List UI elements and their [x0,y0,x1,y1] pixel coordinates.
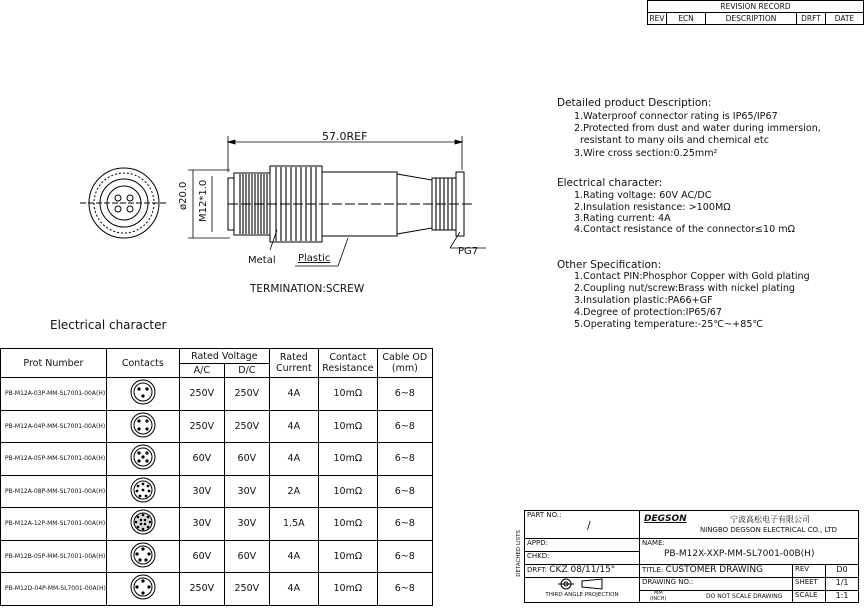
voltage-ac: 30V [179,475,224,508]
length-dim-label: 57.0REF [322,130,368,143]
other-spec-title: Other Specification: [557,259,662,271]
drawing-no-label: DRAWING NO.: [640,578,793,591]
col-part-number: Prot Number [1,349,107,378]
contact-resistance: 10mΩ [318,443,377,476]
chkd-label: CHKD: [525,552,640,565]
contact-pattern-icon [106,540,179,573]
rev-col-description: DESCRIPTION [706,13,797,25]
other-item: 1.Contact PIN:Phosphor Copper with Gold plating [574,271,810,282]
other-item: 5.Operating temperature:-25℃~+85℃ [574,319,764,330]
rated-current: 2A [269,475,318,508]
table-heading: Electrical character [50,318,167,332]
projection-symbol-icon [552,578,612,590]
col-cable-od: Cable OD (mm) [377,349,432,378]
table-row [1,378,433,411]
cable-od: 6~8 [377,540,432,573]
rated-current: 1.5A [269,508,318,541]
rated-current: 4A [269,540,318,573]
cable-od: 6~8 [377,443,432,476]
voltage-dc: 60V [224,540,269,573]
projection-label: THIRD ANGLE PROJECTION [545,592,619,598]
table-row [1,540,433,573]
voltage-ac: 60V [179,540,224,573]
title-value: CUSTOMER DRAWING [665,565,764,575]
product-item: resistant to many oils and chemical etc [580,135,769,146]
units-mm: MM [654,590,663,596]
col-contact-resistance: Contact Resistance [318,349,377,378]
other-item: 3.Insulation plastic:PA66+GF [574,295,713,306]
electrical-item: 1.Rating voltage: 60V AC/DC [574,190,712,201]
part-number: PB-M12A-12P-MM-SL7001-00A(H) [1,508,107,541]
contact-pattern-icon [106,443,179,476]
part-number: PB-M12A-03P-MM-SL7001-00A(H) [1,378,107,411]
termination-label: TERMINATION:SCREW [250,283,365,295]
voltage-dc: 30V [224,475,269,508]
cable-od: 6~8 [377,475,432,508]
metal-label: Metal [248,255,276,266]
voltage-dc: 30V [224,508,269,541]
product-desc-title: Detailed product Description: [557,97,712,109]
electrical-item: 4.Contact resistance of the connector≤10 mΩ [574,224,795,235]
diameter-label: ø20.0 [178,181,189,210]
appd-label: APPD: [525,539,640,552]
rev-col-date: DATE [826,13,864,25]
electrical-item: 2.Insulation resistance: >100MΩ [574,202,731,213]
side-view [228,166,472,242]
pg7-label: PG7 [458,246,479,257]
contact-pattern-icon [106,378,179,411]
scale-value: 1:1 [826,591,859,603]
contact-resistance: 10mΩ [318,508,377,541]
name-value: PB-M12X-XXP-MM-SL7001-00B(H) [664,549,815,559]
rated-current: 4A [269,573,318,606]
part-no-label: PART NO.: [527,511,562,519]
contact-resistance: 10mΩ [318,540,377,573]
contact-pattern-icon [106,410,179,443]
col-ac: A/C [179,364,224,378]
cable-od: 6~8 [377,378,432,411]
scale-label: SCALE [793,591,826,603]
table-row [1,443,433,476]
rated-current: 4A [269,410,318,443]
contact-resistance: 10mΩ [318,573,377,606]
other-item: 4.Degree of protection:IP65/67 [574,307,722,318]
name-label: NAME: [642,539,665,547]
col-dc: D/C [224,364,269,378]
part-number: PB-M12B-05P-MM-SL7001-00A(H) [1,540,107,573]
table-row [1,508,433,541]
voltage-ac: 250V [179,378,224,411]
product-item: 3.Wire cross section:0.25mm² [574,148,718,159]
sheet-label: SHEET [793,578,826,591]
voltage-ac: 250V [179,573,224,606]
cable-od: 6~8 [377,508,432,541]
rev-value: D0 [826,565,859,578]
contact-pattern-icon [106,475,179,508]
contact-resistance: 10mΩ [318,378,377,411]
part-number: PB-M12A-08P-MM-SL7001-00A(H) [1,475,107,508]
units-inch: (INCH) [650,596,667,602]
contact-resistance: 10mΩ [318,410,377,443]
title-label: TITLE: [642,566,664,574]
table-row [1,410,433,443]
other-item: 2.Coupling nut/screw:Brass with nickel plating [574,283,795,294]
part-number: PB-M12A-05P-MM-SL7001-00A(H) [1,443,107,476]
revision-title: REVISION RECORD [648,1,864,13]
electrical-table [0,348,433,606]
thread-label: M12*1.0 [198,179,209,222]
product-item: 2.Protected from dust and water during immersion, [574,123,821,134]
voltage-dc: 250V [224,573,269,606]
rev-col-ecn: ECN [667,13,706,25]
product-item: 1.Waterproof connector rating is IP65/IP67 [574,111,778,122]
voltage-ac: 60V [179,443,224,476]
cable-od: 6~8 [377,573,432,606]
drft-value: CKZ 08/11/15" [549,565,616,575]
rated-current: 4A [269,378,318,411]
drft-label: DRFT: [527,566,548,574]
front-view [80,168,168,238]
col-rated-voltage: Rated Voltage [179,349,269,364]
detached-lists-label: DETACHED LISTS [516,530,522,577]
company-en: NINGBO DEGSON ELECTRICAL CO., LTD [700,526,838,534]
electrical-title: Electrical character: [557,177,663,189]
voltage-dc: 250V [224,410,269,443]
company-cn: 宁波高松电子有限公司 [730,515,810,524]
no-scale-note: DO NOT SCALE DRAWING [706,593,783,600]
electrical-item: 3.Rating current: 4A [574,213,671,224]
contact-pattern-icon [106,508,179,541]
table-row [1,573,433,606]
part-number: PB-M12A-04P-MM-SL7001-00A(H) [1,410,107,443]
voltage-dc: 60V [224,443,269,476]
rated-current: 4A [269,443,318,476]
degson-logo: DEGSON [644,514,687,524]
plastic-label: Plastic [298,253,331,264]
voltage-ac: 30V [179,508,224,541]
voltage-dc: 250V [224,378,269,411]
rev-label: REV [793,565,826,578]
rev-col-drft: DRFT [797,13,826,25]
title-block [524,510,859,603]
col-contacts: Contacts [106,349,179,378]
connector-drawing [80,120,500,310]
col-rated-current: Rated Current [269,349,318,378]
cable-od: 6~8 [377,410,432,443]
table-row [1,475,433,508]
contact-pattern-icon [106,573,179,606]
diameter-dimensions [188,170,230,238]
voltage-ac: 250V [179,410,224,443]
part-no-value: / [587,519,591,532]
part-number: PB-M12D-04P-MM-SL7001-00A(H) [1,573,107,606]
revision-record [647,0,864,25]
rev-col-rev: REV [649,14,665,23]
contact-resistance: 10mΩ [318,475,377,508]
sheet-value: 1/1 [826,578,859,591]
